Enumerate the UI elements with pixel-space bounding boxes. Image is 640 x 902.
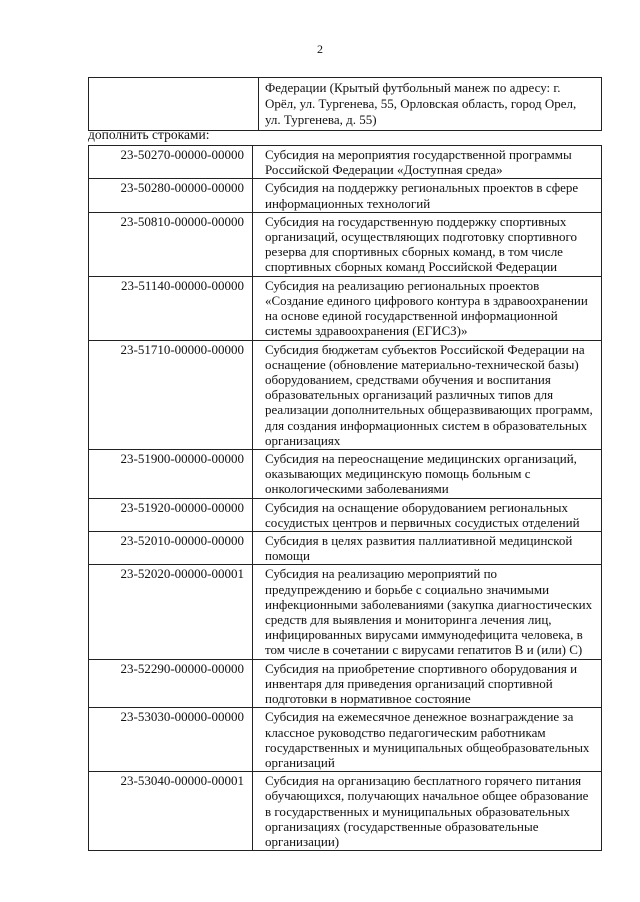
table-row bbox=[89, 450, 602, 499]
row-description: Субсидия на поддержку региональных проектов в сфере информационных технологий bbox=[253, 179, 602, 212]
row-description: Субсидия на оснащение оборудованием региональных сосудистых центров и первичных сосудистых отделений bbox=[253, 498, 602, 531]
row-code: 23-51920-00000-00000 bbox=[89, 498, 253, 531]
row-code: 23-52010-00000-00000 bbox=[89, 532, 253, 565]
intro-text: дополнить строками: bbox=[88, 127, 210, 142]
subsidy-table bbox=[88, 145, 602, 851]
table-row bbox=[89, 78, 602, 131]
row-description: Субсидия на организацию бесплатного горячего питания обучающихся, получающих начальное общее образование в государственных и муниципальных образовательных организациях (государственные образовательные организации) bbox=[253, 772, 602, 851]
table-row bbox=[89, 772, 602, 851]
table-row bbox=[89, 276, 602, 340]
table-row bbox=[89, 532, 602, 565]
row-code: 23-52290-00000-00000 bbox=[89, 659, 253, 708]
row-code: 23-51140-00000-00000 bbox=[89, 276, 253, 340]
table-row bbox=[89, 498, 602, 531]
row-code bbox=[89, 78, 259, 131]
table-row bbox=[89, 708, 602, 772]
row-code: 23-51710-00000-00000 bbox=[89, 340, 253, 449]
row-description: Субсидия на ежемесячное денежное вознаграждение за классное руководство педагогическим работникам государственных и муниципальных общеобразовательных организаций bbox=[253, 708, 602, 772]
row-code: 23-50270-00000-00000 bbox=[89, 146, 253, 179]
table-row bbox=[89, 659, 602, 708]
table-row bbox=[89, 340, 602, 449]
row-description: Субсидия на государственную поддержку спортивных организаций, осуществляющих подготовку спортивного резерва для спортивных сборных команд, в том числе спортивных сборных команд Российской Федерации bbox=[253, 212, 602, 276]
row-code: 23-52020-00000-00001 bbox=[89, 565, 253, 659]
table-row bbox=[89, 179, 602, 212]
table-row bbox=[89, 146, 602, 179]
table-row bbox=[89, 212, 602, 276]
row-description: Субсидия на переоснащение медицинских организаций, оказывающих медицинскую помощь больным с онкологическими заболеваниями bbox=[253, 450, 602, 499]
row-code: 23-53040-00000-00001 bbox=[89, 772, 253, 851]
row-description: Субсидия на мероприятия государственной программы Российской Федерации «Доступная среда» bbox=[253, 146, 602, 179]
row-code: 23-50810-00000-00000 bbox=[89, 212, 253, 276]
row-description: Субсидия в целях развития паллиативной медицинской помощи bbox=[253, 532, 602, 565]
table-row bbox=[89, 565, 602, 659]
row-description: Субсидия на реализацию региональных проектов «Создание единого цифрового контура в здравоохранении на основе единой государственной информационной системы здравоохранения (ЕГИСЗ)» bbox=[253, 276, 602, 340]
row-description: Субсидия на реализацию мероприятий по предупреждению и борьбе с социально значимыми инфекционными заболеваниями (закупка диагностических средств для выявления и мониторинга лечения лиц, инфицированных вирусами иммунодефицита человека, в том числе в сочетании с вирусами гепатитов B и (или) C) bbox=[253, 565, 602, 659]
row-description: Федерации (Крытый футбольный манеж по адресу: г. Орёл, ул. Тургенева, 55, Орловская область, город Орел, ул. Тургенева, д. 55) bbox=[259, 78, 602, 131]
row-description: Субсидия бюджетам субъектов Российской Федерации на оснащение (обновление материально-технической базы) оборудованием, средствами обучения и воспитания образовательных организаций различных типов для реализации дополнительных общеразвивающих программ, для создания информационных систем в образовательных организациях bbox=[253, 340, 602, 449]
row-code: 23-50280-00000-00000 bbox=[89, 179, 253, 212]
row-code: 23-51900-00000-00000 bbox=[89, 450, 253, 499]
row-code: 23-53030-00000-00000 bbox=[89, 708, 253, 772]
row-description: Субсидия на приобретение спортивного оборудования и инвентаря для приведения организаций спортивной подготовки в нормативное состояние bbox=[253, 659, 602, 708]
continuation-table bbox=[88, 77, 602, 131]
page-number: 2 bbox=[317, 42, 323, 56]
